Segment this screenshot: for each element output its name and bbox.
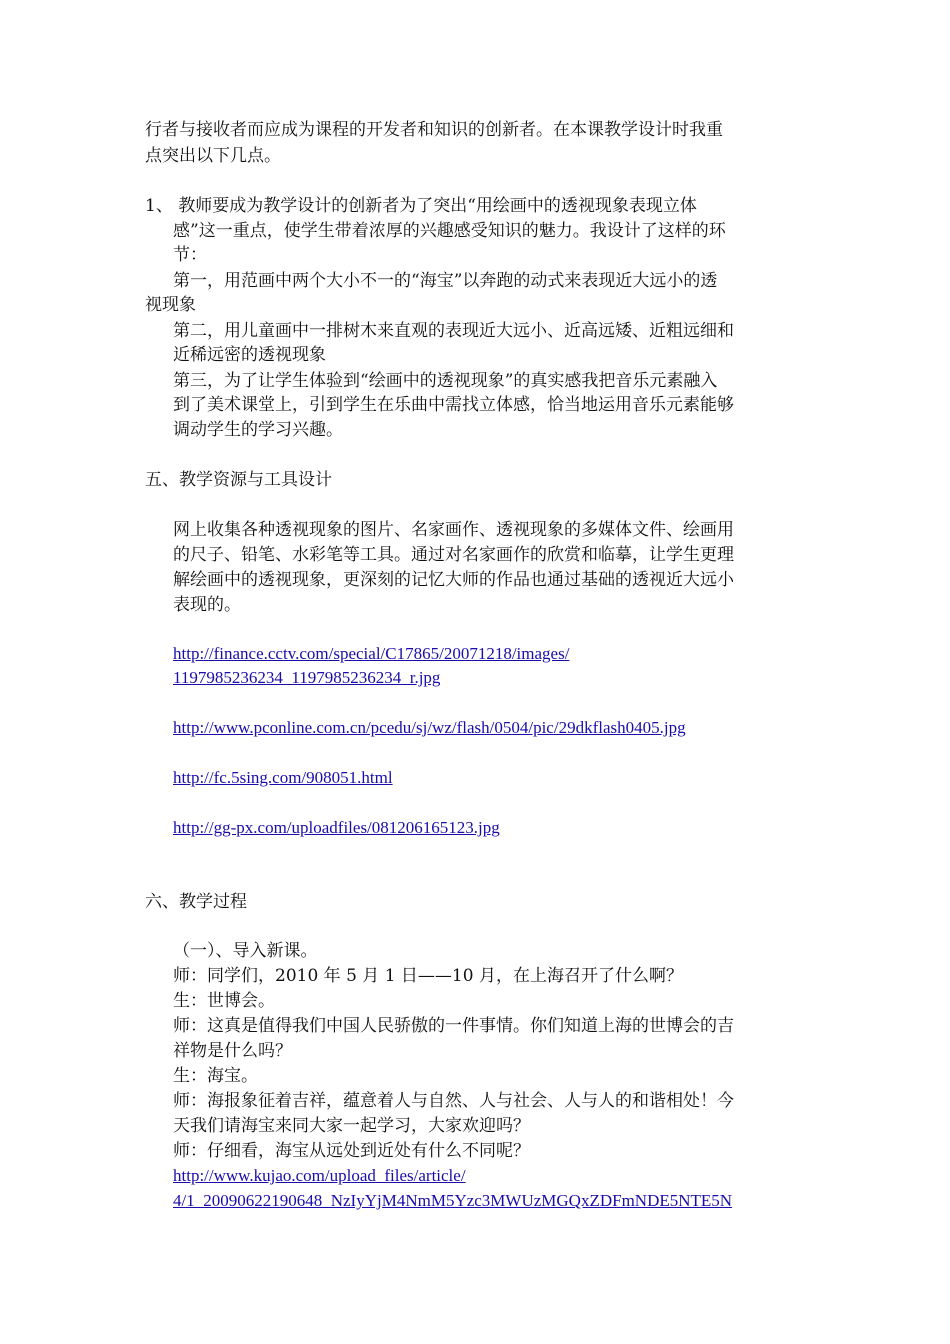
- third-item: 第三，为了让学生体验到“绘画中的透视现象”的真实感我把音乐元素融入: [173, 371, 718, 391]
- resource-link[interactable]: http://www.kujao.com/upload_files/article/: [173, 1166, 466, 1185]
- paragraph-line: 解绘画中的透视现象，更深刻的记忆大师的作品也通过基础的透视近大远小: [173, 570, 734, 590]
- point-heading: 1、 教师要成为教学设计的创新者为了突出“用绘画中的透视现象表现立体: [145, 196, 697, 216]
- paragraph-line: 表现的。: [173, 595, 241, 615]
- resource-link[interactable]: http://finance.cctv.com/special/C17865/20071218/images/: [173, 644, 570, 663]
- intro-line: 点突出以下几点。: [145, 146, 281, 166]
- point-text: 节：: [173, 245, 207, 265]
- paragraph-line: 的尺子、铅笔、水彩笔等工具。通过对名家画作的欣赏和临摹，让学生更理: [173, 545, 734, 565]
- second-item: 近稀远密的透视现象: [173, 345, 326, 365]
- third-item: 到了美术课堂上，引到学生在乐曲中需找立体感，恰当地运用音乐元素能够: [173, 395, 734, 415]
- dialogue-line: 师：同学们，2010 年 5 月 1 日——10 月，在上海召开了什么啊？: [173, 966, 683, 986]
- dialogue-line: 生：海宝。: [173, 1066, 258, 1086]
- dialogue-line: 师：仔细看，海宝从远处到近处有什么不同呢？: [173, 1141, 530, 1161]
- subsection-heading: （一）、导入新课。: [173, 941, 318, 961]
- section-heading: 六、教学过程: [145, 892, 247, 912]
- dialogue-line: 祥物是什么吗？: [173, 1041, 292, 1061]
- resource-link[interactable]: http://fc.5sing.com/908051.html: [173, 768, 393, 787]
- point-text: 感”这一重点，使学生带着浓厚的兴趣感受知识的魅力。我设计了这样的环: [173, 221, 726, 241]
- resource-link[interactable]: 1197985236234_1197985236234_r.jpg: [173, 668, 441, 687]
- first-item: 第一，用范画中两个大小不一的“海宝”以奔跑的动式来表现近大远小的透: [173, 271, 718, 291]
- dialogue-line: 天我们请海宝来同大家一起学习，大家欢迎吗？: [173, 1116, 530, 1136]
- resource-link[interactable]: http://gg-px.com/uploadfiles/081206165123.jpg: [173, 818, 500, 837]
- resource-link[interactable]: http://www.pconline.com.cn/pcedu/sj/wz/flash/0504/pic/29dkflash0405.jpg: [173, 718, 686, 737]
- section-heading: 五、教学资源与工具设计: [145, 470, 332, 490]
- paragraph-line: 网上收集各种透视现象的图片、名家画作、透视现象的多媒体文件、绘画用: [173, 520, 734, 540]
- intro-line: 行者与接收者而应成为课程的开发者和知识的创新者。在本课教学设计时我重: [145, 120, 723, 140]
- first-item: 视现象: [145, 295, 196, 315]
- dialogue-line: 师：海报象征着吉祥，蕴意着人与自然、人与社会、人与人的和谐相处！今: [173, 1091, 734, 1111]
- second-item: 第二，用儿童画中一排树木来直观的表现近大远小、近高远矮、近粗远细和: [173, 321, 734, 341]
- resource-link[interactable]: 4/1_20090622190648_NzIyYjM4NmM5Yzc3MWUzMGQxZDFmNDE5NTE5N: [173, 1191, 733, 1210]
- dialogue-line: 师：这真是值得我们中国人民骄傲的一件事情。你们知道上海的世博会的吉: [173, 1016, 734, 1036]
- third-item: 调动学生的学习兴趣。: [173, 420, 343, 440]
- dialogue-line: 生：世博会。: [173, 991, 275, 1011]
